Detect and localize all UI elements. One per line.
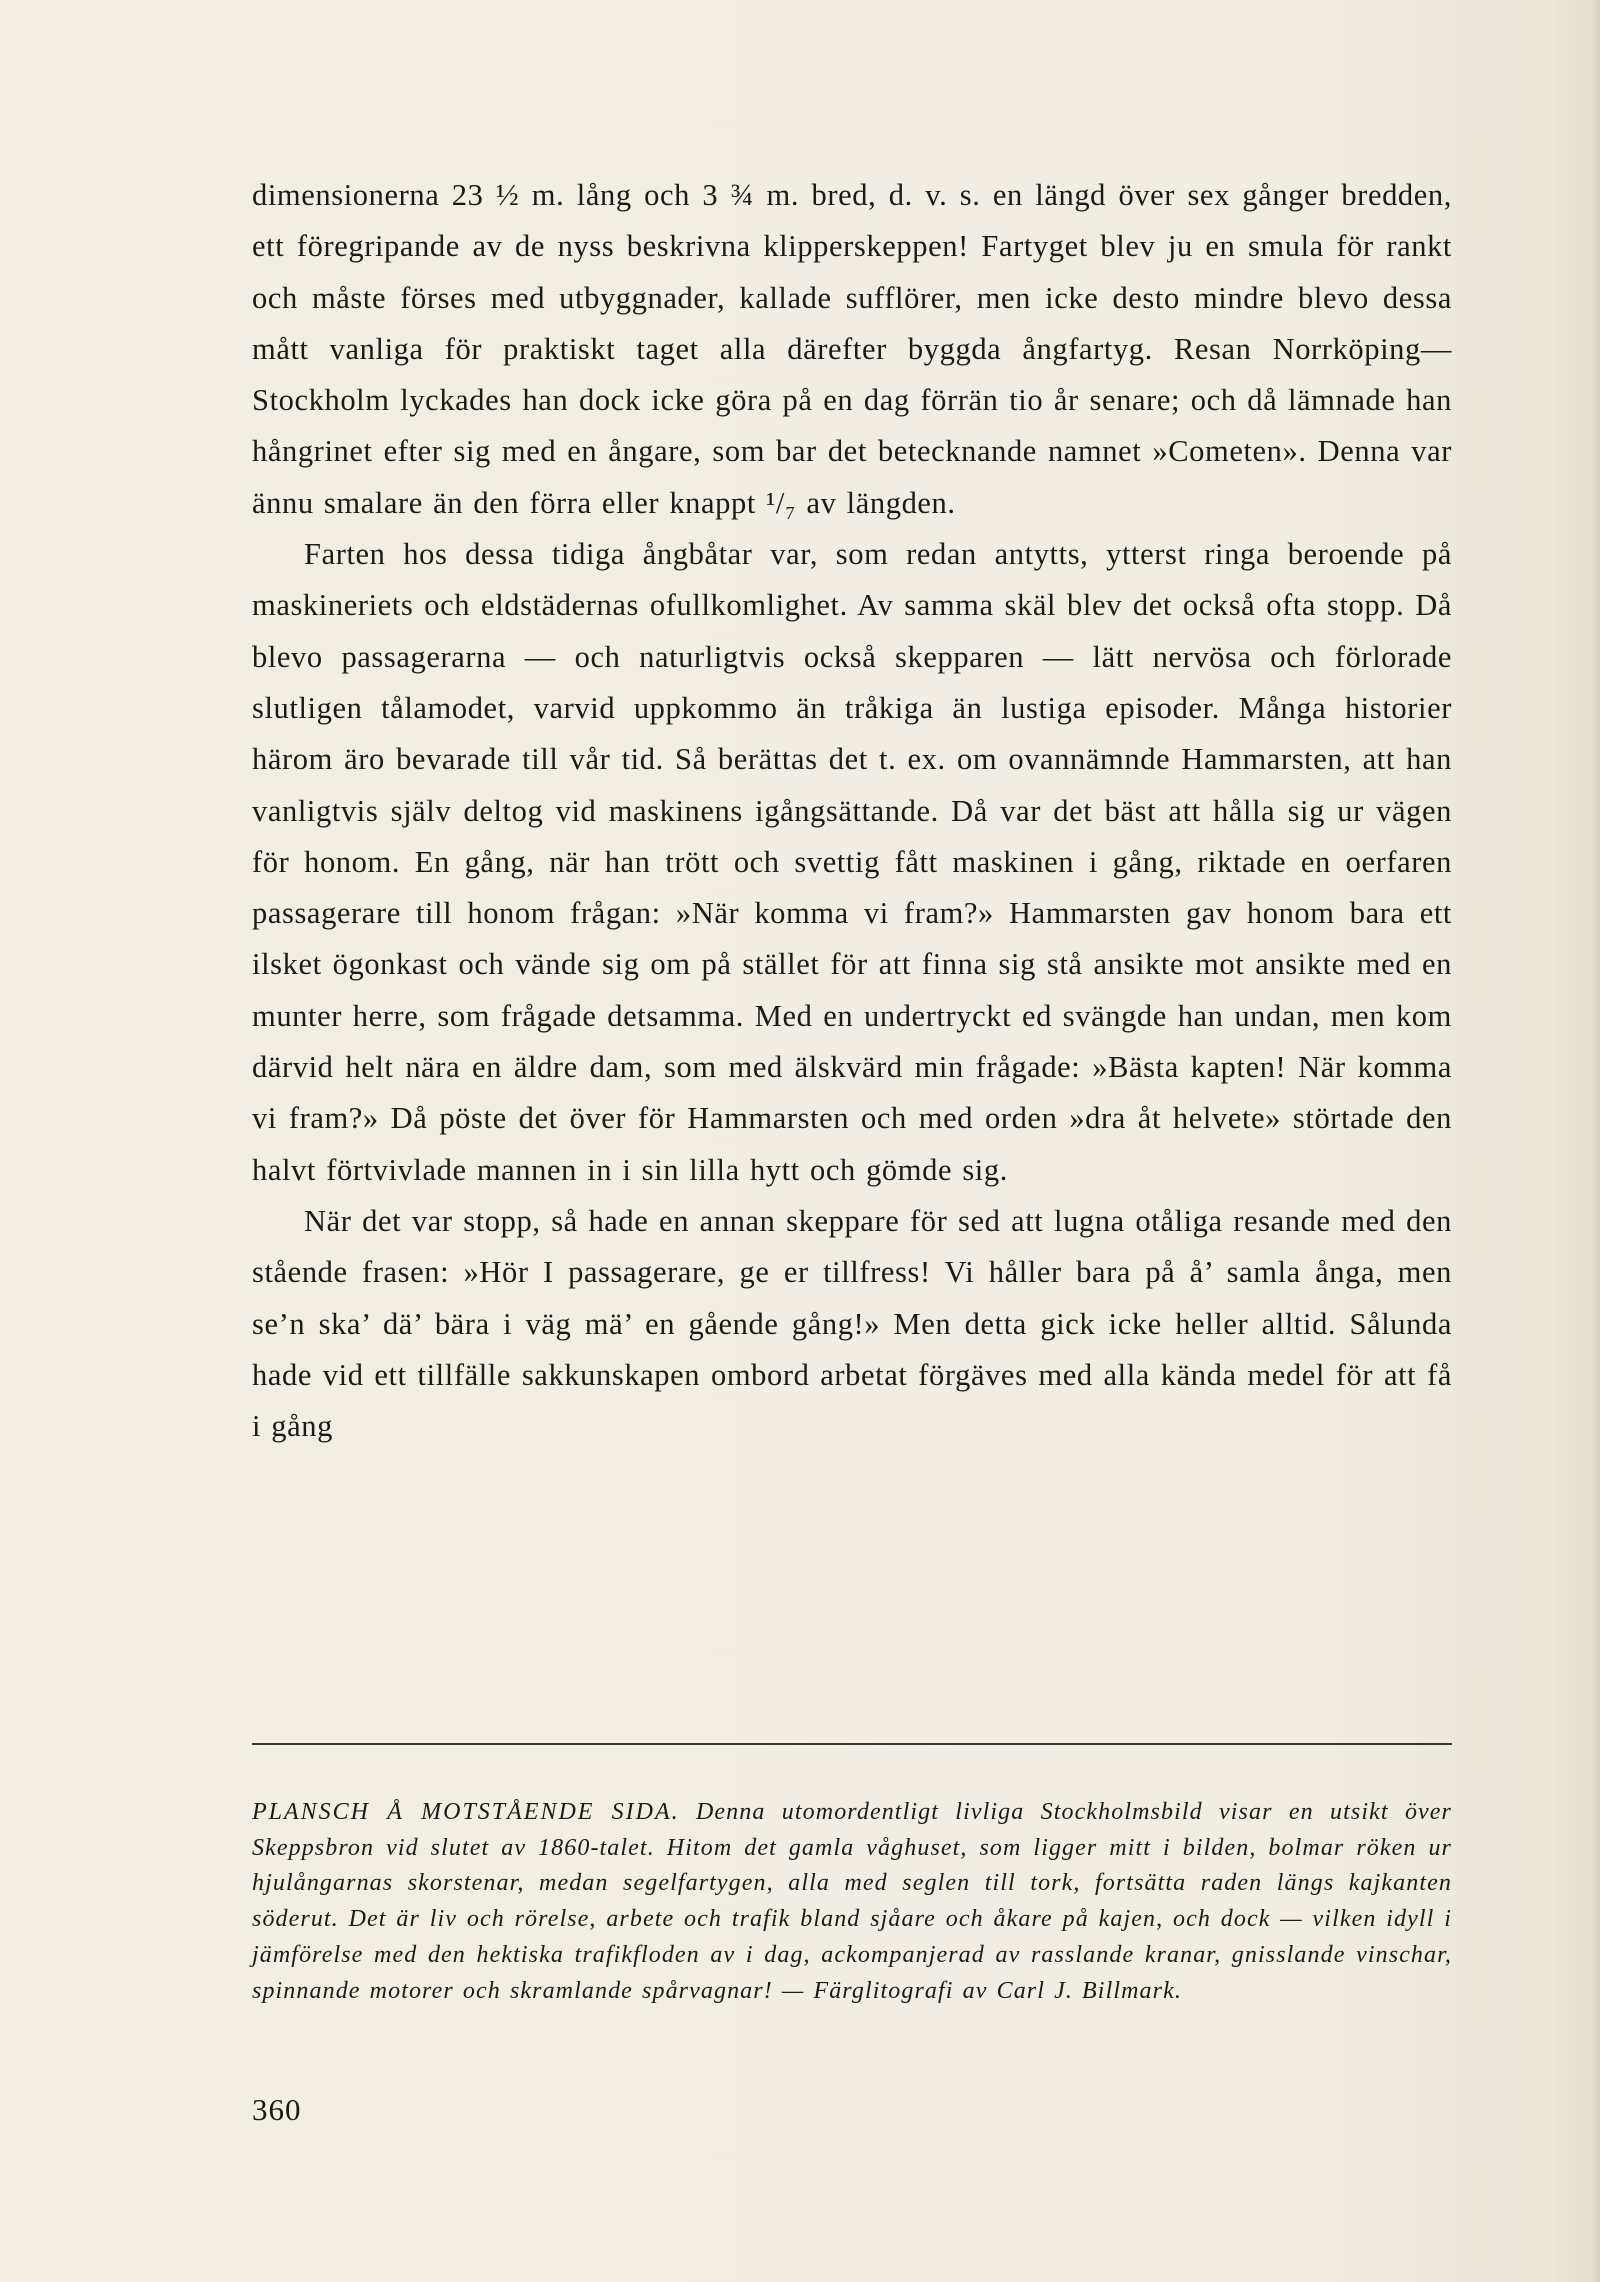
body-text [252, 170, 1452, 1452]
paragraph-3: När det var stopp, så hade en annan skeppare för sed att lugna otåliga resande med den stående frasen: »Hör I passagerare, ge er tillfress! Vi håller bara på å’ samla ånga, men se’n ska’ dä’ bära i väg mä’ en gående gång!» Men detta gick icke heller alltid. Sålunda hade vid ett tillfälle sakkunskapen ombord arbetat förgäves med alla kända medel för att få i gång [252, 1203, 1452, 1444]
caption-heading: PLANSCH Å MOTSTÅENDE SIDA. [252, 1799, 680, 1825]
paragraph-1: dimensionerna 23 ½ m. lång och 3 ¾ m. bred, d. v. s. en längd över sex gånger bredden, ett föregripande av de nyss beskrivna klipperskeppen! Fartyget blev ju en smula för rankt och måste förses med utbyggnader, kallade sufflörer, men icke desto mindre blevo dessa mått vanliga för praktiskt taget alla därefter byggda ångfartyg. Resan Norrköping—Stockholm lyckades han dock icke göra på en dag förrän tio år senare; och då lämnade han hångrinet efter sig med en ångare, som bar det betecknande namnet »Cometen». Denna var ännu smalare än den förra eller knappt ¹/₇ av längden. [252, 178, 1452, 520]
plate-caption [252, 1795, 1452, 2009]
page-number: 360 [252, 2092, 302, 2127]
caption-divider [252, 1743, 1452, 1745]
page-edge [1590, 0, 1600, 2282]
caption-text: Denna utomordentligt livliga Stockholmsbild visar en utsikt över Skeppsbron vid slutet av 1860-talet. Hitom det gamla våghuset, som ligger mitt i bilden, bolmar röken ur hjulångarnas skorstenar, medan segelfartygen, alla med seglen till tork, fortsätta raden längs kajkanten söderut. Det är liv och rörelse, arbete och trafik bland sjåare och åkare på kajen, och dock — vilken idyll i jämförelse med den hektiska trafikfloden av i dag, ackompanjerad av rasslande kranar, gnisslande vinschar, spinnande motorer och skramlande spårvagnar! — Färglitografi av Carl J. Billmark. [252, 1799, 1452, 2004]
paragraph-2: Farten hos dessa tidiga ångbåtar var, som redan antytts, ytterst ringa beroende på maskineriets och eldstädernas ofullkomlighet. Av samma skäl blev det också ofta stopp. Då blevo passagerarna — och naturligtvis också skepparen — lätt nervösa och förlorade slutligen tålamodet, varvid uppkommo än tråkiga än lustiga episoder. Många historier härom äro bevarade till vår tid. Så berättas det t. ex. om ovannämnde Hammarsten, att han vanligtvis själv deltog vid maskinens igångsättande. Då var det bäst att hålla sig ur vägen för honom. En gång, när han trött och svettig fått maskinen i gång, riktade en oerfaren passagerare till honom frågan: »När komma vi fram?» Hammarsten gav honom bara ett ilsket ögonkast och vände sig om på stället för att finna sig stå ansikte mot ansikte med en munter herre, som frågade detsamma. Med en undertryckt ed svängde han undan, men kom därvid helt nära en äldre dam, som med älskvärd min frågade: »Bästa kapten! När komma vi fram?» Då pöste det över för Hammarsten och med orden »dra åt helvete» störtade den halvt förtvivlade mannen in i sin lilla hytt och gömde sig. [252, 537, 1452, 1187]
